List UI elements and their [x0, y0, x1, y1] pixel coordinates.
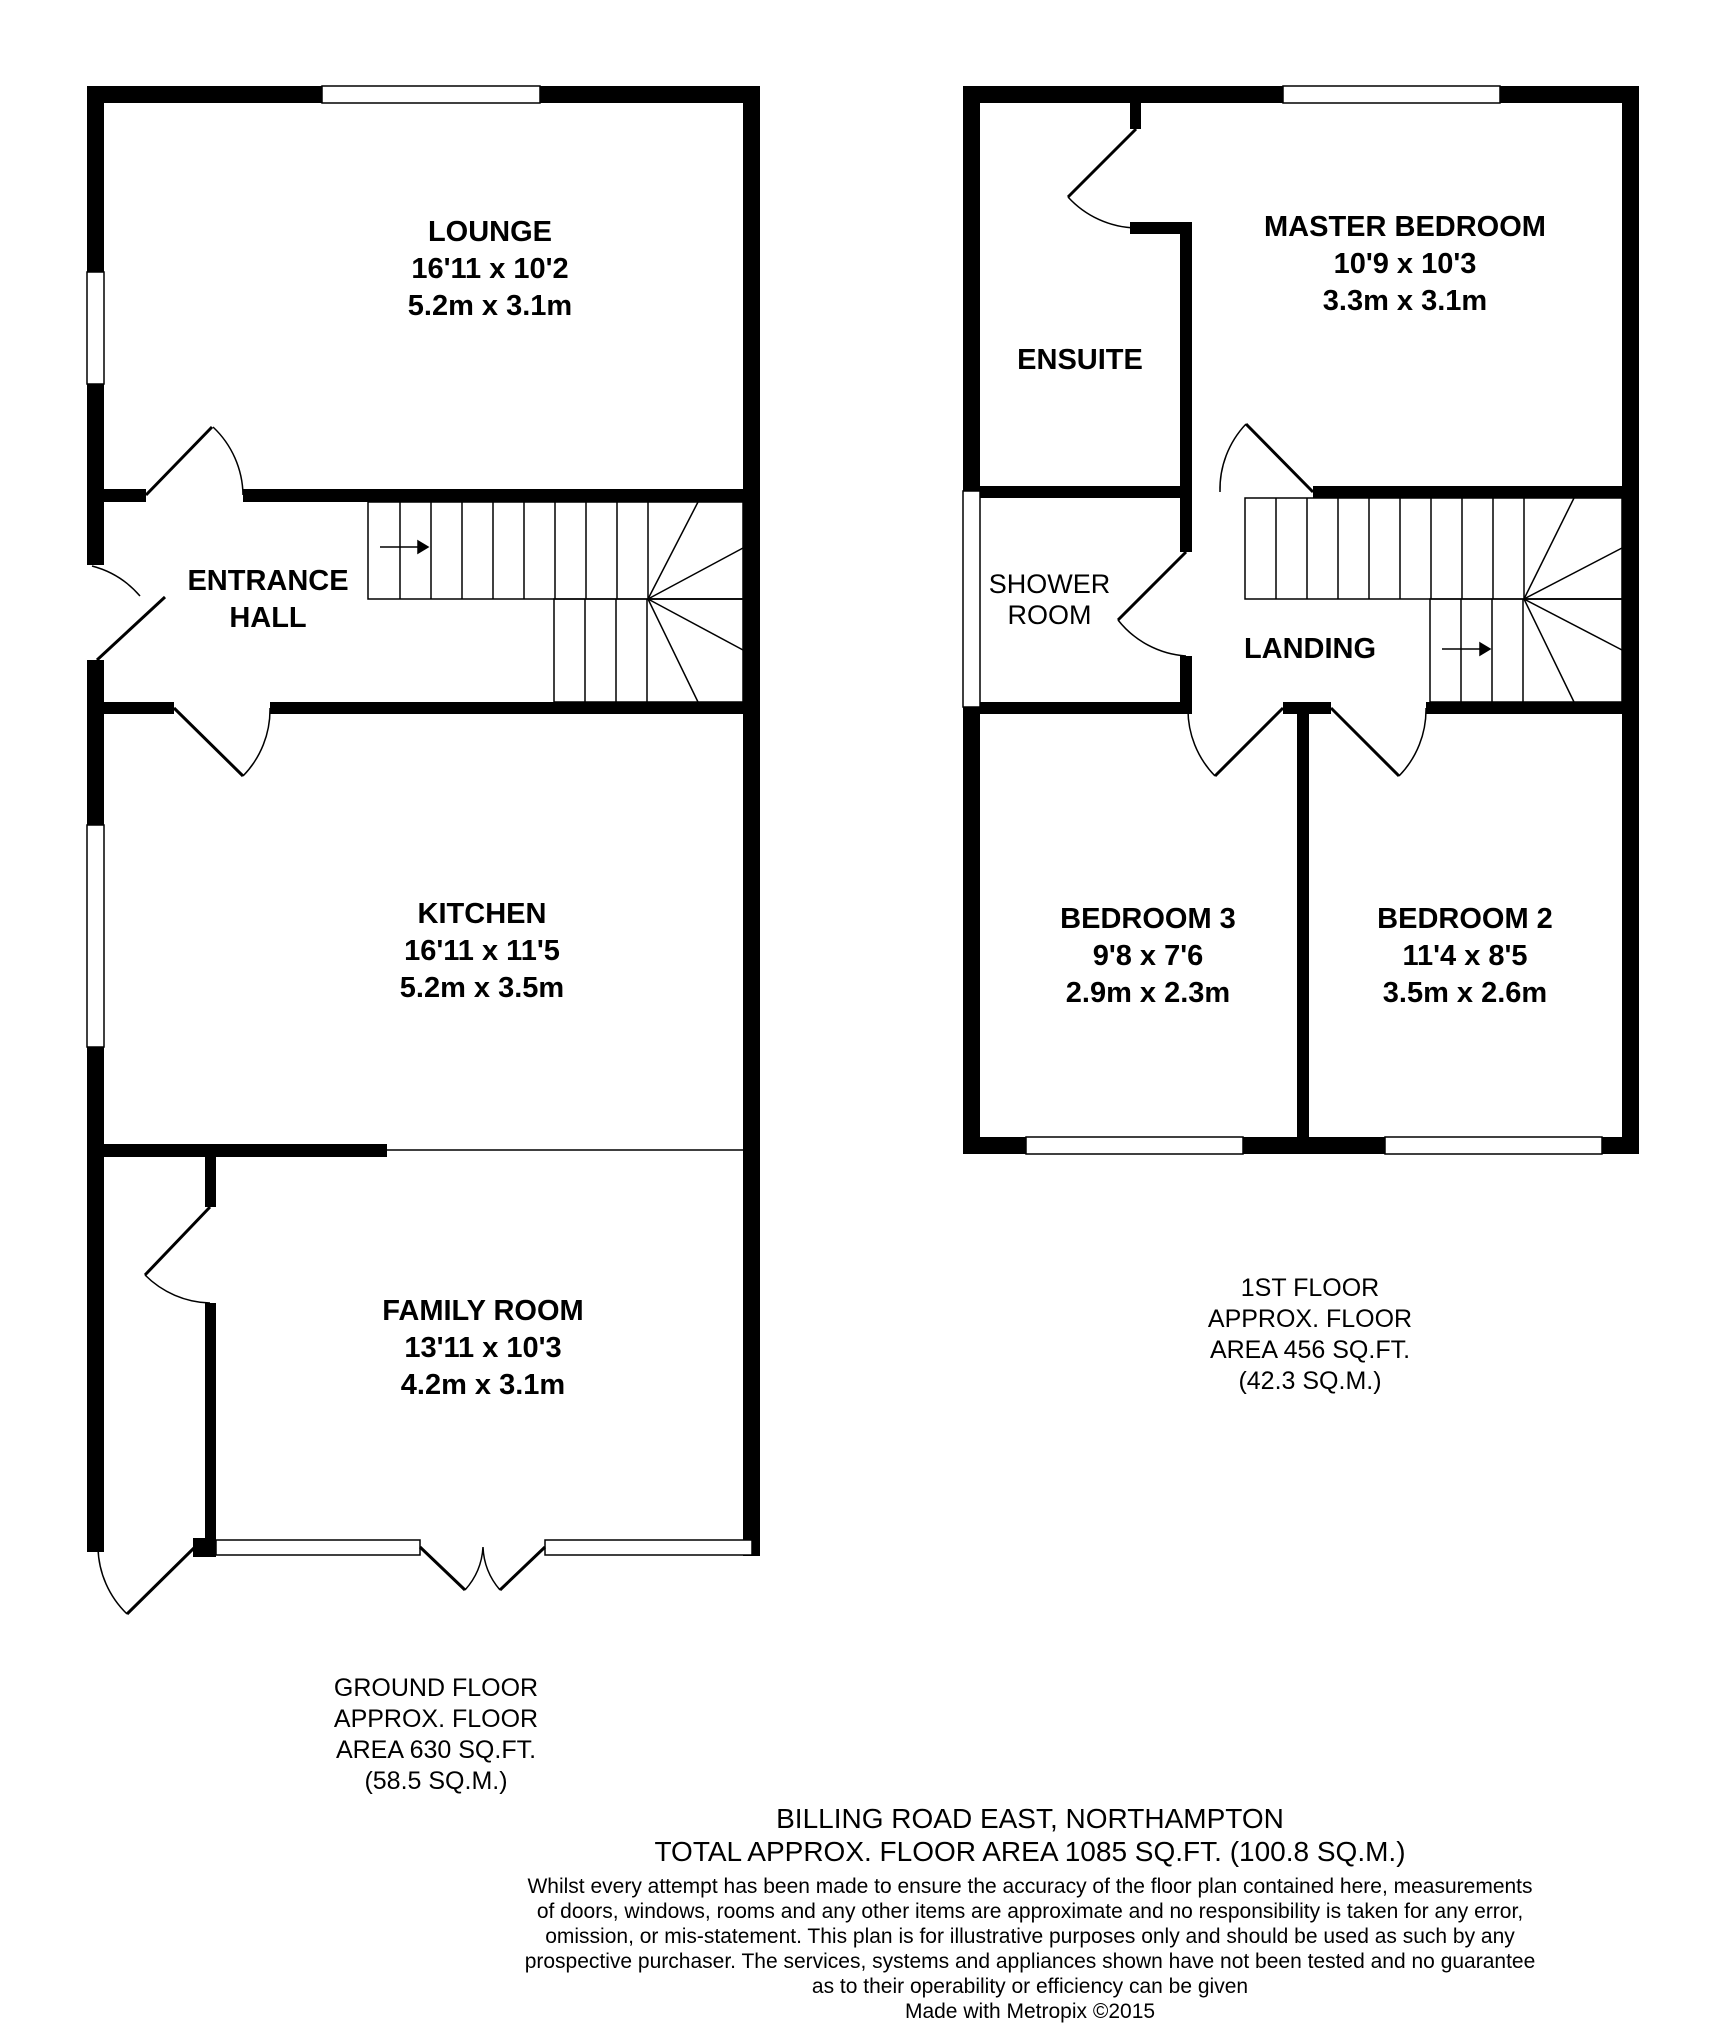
- lounge-name: LOUNGE: [427, 216, 553, 248]
- ground-floor-area-line2: APPROX. FLOOR: [333, 1705, 539, 1733]
- entrance-hall-line1: ENTRANCE: [187, 565, 349, 597]
- shower-wall-upper: [1180, 492, 1192, 552]
- shower-bed3-wall: [980, 702, 1192, 714]
- first-floor-area-line2: APPROX. FLOOR: [1207, 1305, 1413, 1333]
- hall-kitchen-wall-left: [104, 702, 174, 714]
- french-door-right-leaf: [500, 1547, 545, 1590]
- lounge-hall-wall-left: [104, 489, 146, 502]
- bed2-bottom-window: [1385, 1137, 1602, 1154]
- shower-left-window: [963, 491, 980, 707]
- first-wall-right: [1622, 86, 1639, 1154]
- bed3-door-leaf: [1215, 708, 1283, 776]
- ensuite-wall-top-stub: [1130, 103, 1141, 129]
- ground-wall-right: [743, 86, 760, 1556]
- kitchen-door-arc: [243, 708, 270, 776]
- kitchen-metric: 5.2m x 3.5m: [399, 972, 565, 1004]
- kitchen-left-window: [87, 825, 104, 1047]
- cupboard-door-leaf: [145, 1207, 210, 1275]
- ensuite-wall-vertical: [1180, 222, 1192, 492]
- disclaimer-line: prospective purchaser. The services, systems and appliances shown have not been tested and no guarantee: [524, 1950, 1536, 1973]
- side-door-arc: [98, 1548, 127, 1614]
- bed2-door-leaf: [1331, 708, 1399, 776]
- bedroom-2-imperial: 11'4 x 8'5: [1402, 940, 1528, 972]
- plan-footer: [420, 1802, 1640, 2024]
- master-bedroom-metric: 3.3m x 3.1m: [1322, 285, 1488, 317]
- first-floor-area-line1: 1ST FLOOR: [1240, 1274, 1380, 1302]
- ensuite-shower-wall: [980, 486, 1192, 498]
- shower-door-leaf: [1118, 552, 1186, 620]
- entrance-door-leaf: [97, 597, 165, 660]
- entrance-door-gap: [86, 565, 105, 660]
- landing-bed2-wall: [1426, 702, 1639, 714]
- ensuite-door-arc: [1068, 197, 1136, 228]
- shower-room-line2: ROOM: [1007, 600, 1092, 630]
- master-bedroom-imperial: 10'9 x 10'3: [1333, 248, 1477, 280]
- french-door-left-leaf: [420, 1547, 465, 1590]
- kitchen-imperial: 16'11 x 11'5: [404, 935, 560, 967]
- bedroom-3-label: [1013, 901, 1283, 1012]
- family-room-label: [333, 1293, 633, 1404]
- entrance-hall-line2: HALL: [229, 602, 307, 634]
- side-door-leaf: [127, 1546, 196, 1614]
- first-floor-area-note: [1170, 1273, 1450, 1397]
- property-address: BILLING ROAD EAST, NORTHAMPTON: [776, 1803, 1284, 1834]
- hall-kitchen-wall-right: [270, 702, 760, 714]
- ground-floor-area-line1: GROUND FLOOR: [333, 1674, 539, 1702]
- bed3-door-arc: [1188, 708, 1215, 776]
- ground-floor-area-line4: (58.5 SQ.M.): [364, 1767, 508, 1795]
- shower-room-line1: SHOWER: [988, 569, 1111, 599]
- lounge-door-leaf: [146, 427, 212, 495]
- ground-floor-area-line3: AREA 630 SQ.FT.: [335, 1736, 537, 1764]
- family-bottom-window-right: [545, 1540, 752, 1555]
- ground-staircase: [368, 502, 743, 702]
- lounge-label: [340, 214, 640, 325]
- kitchen-name: KITCHEN: [417, 898, 547, 930]
- bed3-bed2-wall: [1297, 702, 1309, 1154]
- family-bottom-window-left: [216, 1540, 420, 1555]
- french-door-arcs: [465, 1547, 500, 1590]
- first-staircase: [1245, 498, 1622, 702]
- master-top-window: [1283, 86, 1500, 103]
- kitchen-label: [332, 896, 632, 1007]
- bed3-bottom-window: [1026, 1137, 1243, 1154]
- family-inner-wall-top: [205, 1157, 216, 1207]
- family-room-imperial: 13'11 x 10'3: [404, 1332, 562, 1364]
- lounge-imperial: 16'11 x 10'2: [411, 253, 569, 285]
- master-door-leaf: [1246, 424, 1313, 492]
- master-door-arc: [1220, 424, 1246, 492]
- master-bedroom-name: MASTER BEDROOM: [1264, 211, 1546, 243]
- bedroom-3-metric: 2.9m x 2.3m: [1065, 977, 1231, 1009]
- shower-door-arc: [1118, 620, 1186, 656]
- landing-master-wall: [1313, 486, 1639, 498]
- ensuite-name: ENSUITE: [1017, 344, 1143, 376]
- lounge-left-window: [87, 272, 104, 384]
- bed2-door-arc: [1399, 708, 1426, 776]
- kitchen-door-leaf: [174, 708, 243, 776]
- lounge-door-arc: [213, 427, 243, 495]
- shower-room-label: [982, 569, 1117, 631]
- kitchen-family-wall: [104, 1144, 387, 1157]
- ensuite-door-leaf: [1068, 129, 1136, 197]
- ground-floor-area-note: [296, 1673, 576, 1797]
- total-floor-area: TOTAL APPROX. FLOOR AREA 1085 SQ.FT. (100.8 SQ.M.): [654, 1836, 1406, 1867]
- lounge-metric: 5.2m x 3.1m: [407, 290, 573, 322]
- first-floor-area-line4: (42.3 SQ.M.): [1238, 1367, 1382, 1395]
- cupboard-door-arc: [145, 1275, 210, 1303]
- disclaimer-line: Whilst every attempt has been made to ensure the accuracy of the floor plan contained here, measurements: [527, 1875, 1533, 1898]
- bedroom-3-imperial: 9'8 x 7'6: [1092, 940, 1204, 972]
- bedroom-2-metric: 3.5m x 2.6m: [1382, 977, 1548, 1009]
- lounge-top-window: [322, 86, 540, 103]
- landing-label: [1210, 631, 1410, 668]
- disclaimer-line: of doors, windows, rooms and any other items are approximate and no responsibility is taken for any error,: [536, 1900, 1524, 1923]
- disclaimer-line: as to their operability or efficiency can be given: [811, 1975, 1249, 1998]
- metropix-credit: Made with Metropix ©2015: [904, 2000, 1156, 2023]
- lounge-hall-wall-right: [243, 489, 760, 502]
- ensuite-label: [990, 342, 1170, 379]
- bedroom-2-name: BEDROOM 2: [1377, 903, 1553, 935]
- family-room-metric: 4.2m x 3.1m: [400, 1369, 566, 1401]
- bedroom-3-name: BEDROOM 3: [1060, 903, 1236, 935]
- first-floor-area-line3: AREA 456 SQ.FT.: [1209, 1336, 1411, 1364]
- family-inner-wall-bottom: [205, 1303, 216, 1551]
- master-bedroom-label: [1230, 209, 1580, 320]
- disclaimer-line: omission, or mis-statement. This plan is for illustrative purposes only and should be used as such by any: [545, 1925, 1515, 1948]
- bedroom-2-label: [1330, 901, 1600, 1012]
- landing-name: LANDING: [1243, 633, 1377, 665]
- family-room-name: FAMILY ROOM: [382, 1295, 584, 1327]
- entrance-hall-label: [170, 563, 366, 637]
